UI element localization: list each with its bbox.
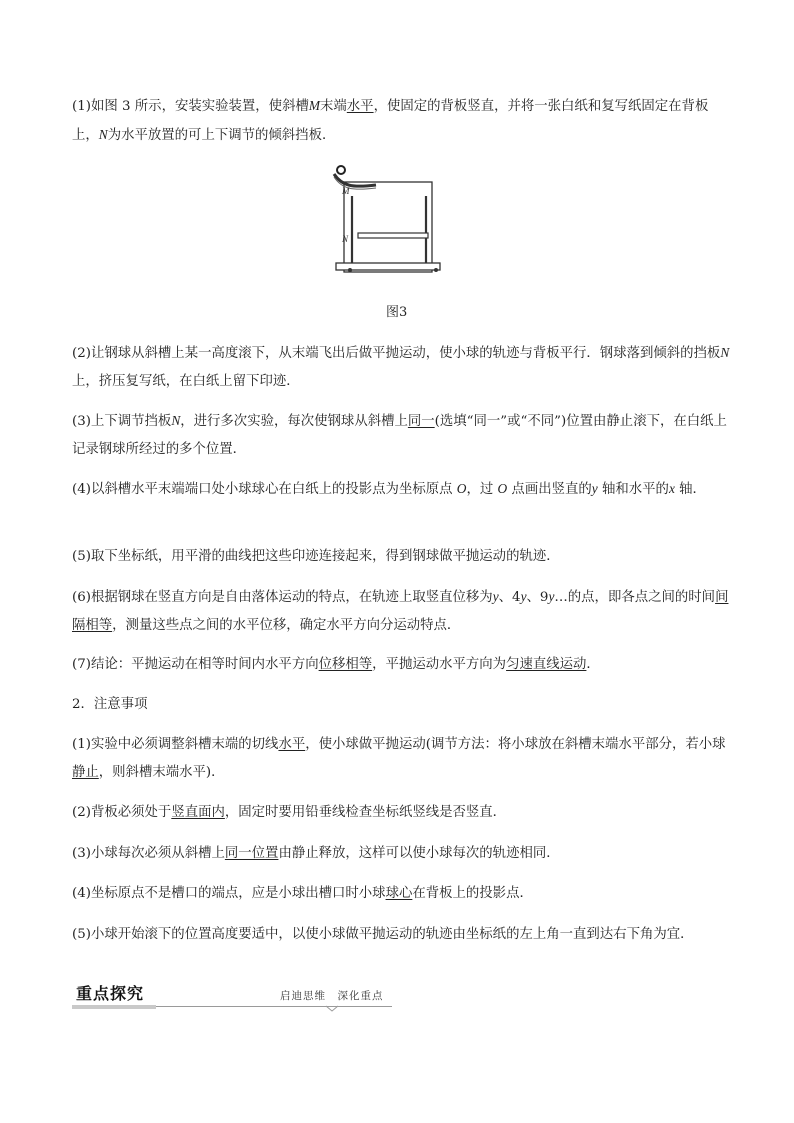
note-4: (4)坐标原点不是槽口的端点，应是小球出槽口时小球球心在背板上的投影点．: [72, 886, 533, 901]
section-header: [72, 979, 392, 1011]
keyword-horizontal: 水平: [346, 99, 374, 114]
section-subtitle: 启迪思维 深化重点: [280, 990, 384, 1002]
step-3: (3)上下调节挡板N，进行多次实验，每次使钢球从斜槽上同一(选填“同一”或“不同”)位置由静止滚下，在白纸上记录钢球所经过的多个位置．: [72, 413, 727, 457]
section-title-bar: [72, 1005, 156, 1009]
apparatus-figure: [328, 160, 448, 280]
note-3: (3)小球每次必须从斜槽上同一位置由静止释放，这样可以使小球每次的轨迹相同．: [72, 846, 560, 861]
apparatus-diagram: [328, 160, 448, 280]
step-2: (2)让钢球从斜槽上某一高度滚下，从末端飞出后做平抛运动，使小球的轨迹与背板平行．钢球落到倾斜的挡板N上，挤压复写纸，在白纸上留下印迹．: [72, 345, 730, 389]
label-m: M: [342, 186, 350, 196]
heading-precautions: 2．注意事项: [72, 697, 148, 712]
symbol-m: M: [308, 98, 321, 113]
step-4: (4)以斜槽水平末端端口处小球球心在白纸上的投影点为坐标原点 O，过 O 点画出竖直的y 轴和水平的x 轴．: [72, 481, 706, 497]
symbol-n: N: [98, 127, 108, 142]
section-title: 重点探究: [76, 984, 145, 1003]
figure-caption: 图3: [386, 305, 408, 320]
step-1: (1)如图 3 所示，安装实验装置，使斜槽M末端水平，使固定的背板竖直，并将一张白纸和复写纸固定在背板上，N为水平放置的可上下调节的倾斜挡板．: [72, 98, 709, 143]
note-1: (1)实验中必须调整斜槽末端的切线水平，使小球做平抛运动(调节方法：将小球放在斜槽末端水平部分，若小球静止，则斜槽末端水平)．: [72, 737, 726, 780]
step-7: (7)结论：平抛运动在相等时间内水平方向位移相等，平抛运动水平方向为匀速直线运动．: [72, 657, 600, 672]
note-5: (5)小球开始滚下的位置高度要适中，以使小球做平抛运动的轨迹由坐标纸的左上角一直到达右下角为宜．: [72, 927, 694, 942]
rule-notch-icon: [326, 1004, 338, 1012]
label-n: N: [342, 234, 349, 244]
note-2: (2)背板必须处于竖直面内，固定时要用铅垂线检查坐标纸竖线是否竖直．: [72, 805, 507, 820]
step-5: (5)取下坐标纸，用平滑的曲线把这些印迹连接起来，得到钢球做平抛运动的轨迹．: [72, 549, 560, 564]
step-6: (6)根据钢球在竖直方向是自由落体运动的特点，在轨迹上取竖直位移为y、4y、9y…的点，即各点之间的时间间隔相等，测量这些点之间的水平位移，确定水平方向分运动特点．: [72, 589, 729, 633]
section-rule: [156, 1006, 392, 1007]
